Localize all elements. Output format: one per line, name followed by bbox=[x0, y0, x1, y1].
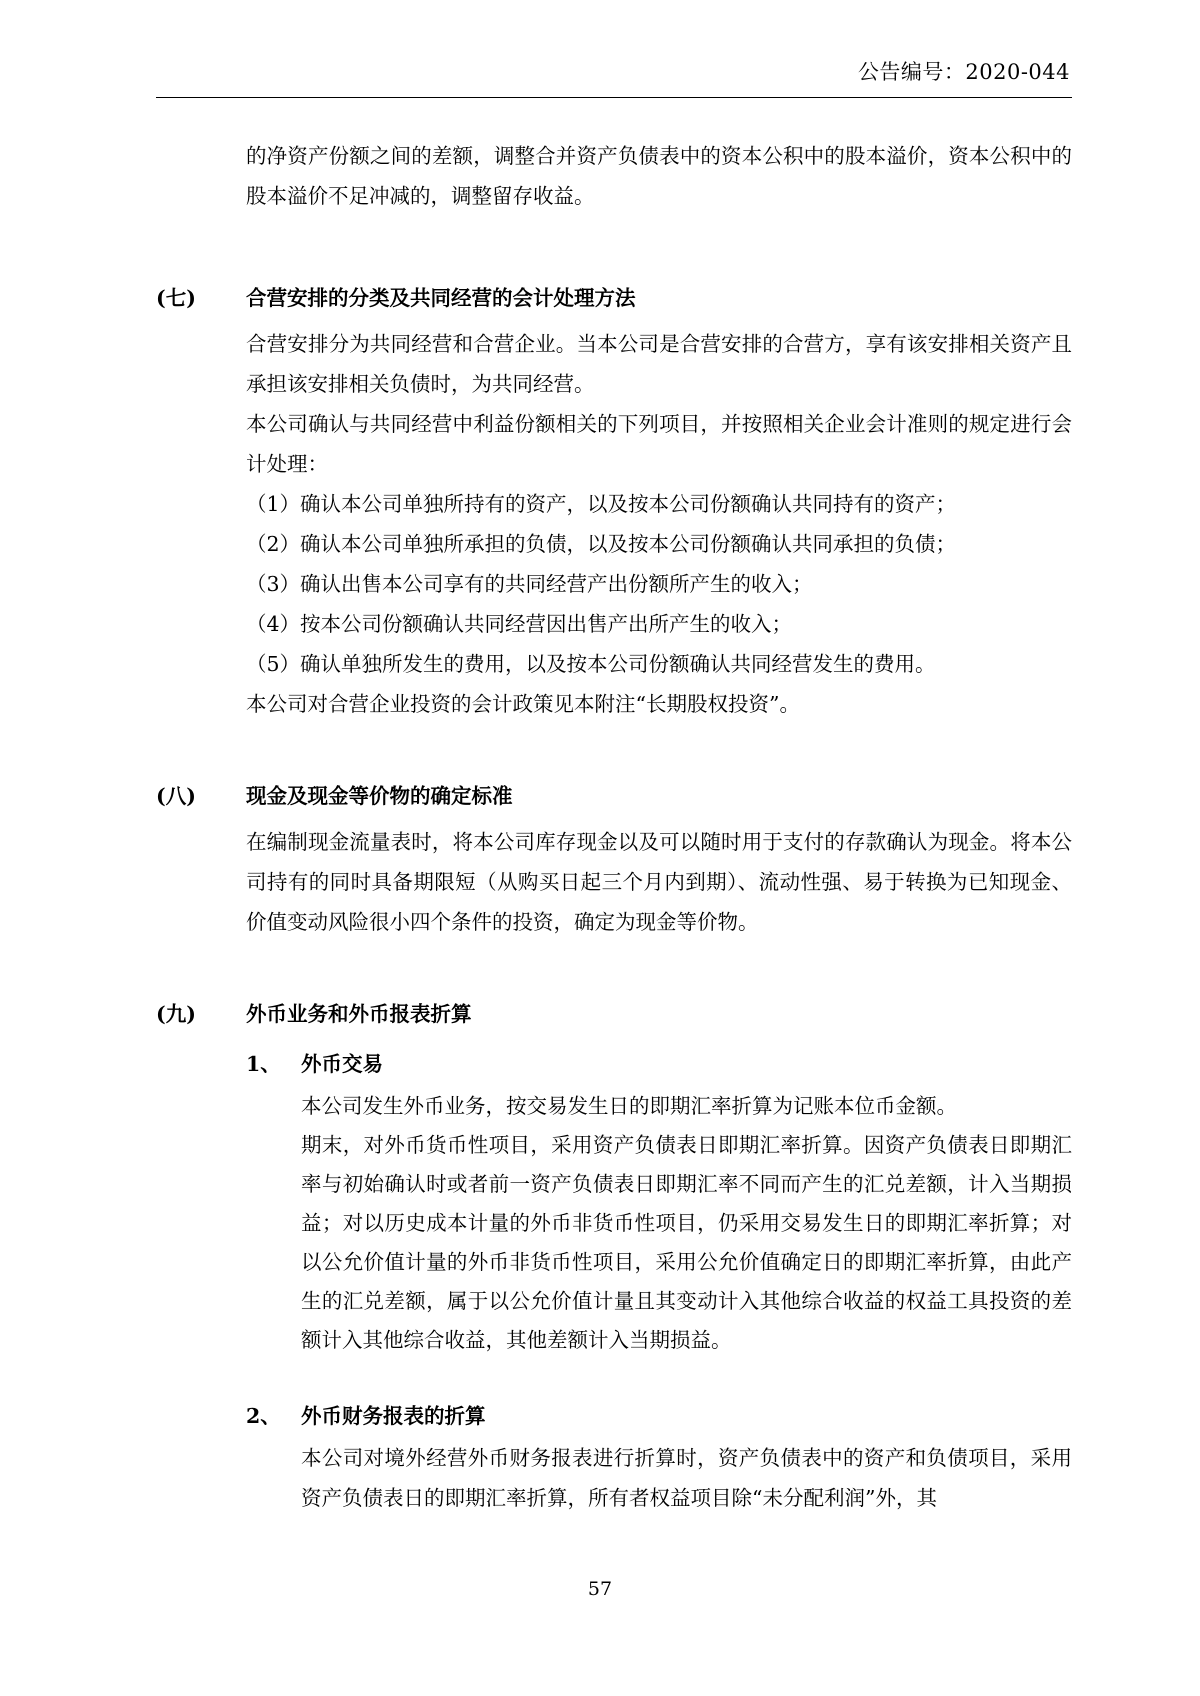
subsection-heading-2 bbox=[246, 1396, 1072, 1436]
list-item: （1）确认本公司单独所持有的资产，以及按本公司份额确认共同持有的资产； bbox=[246, 492, 957, 516]
subsection-title: 外币交易 bbox=[301, 1052, 383, 1076]
section-title: 现金及现金等价物的确定标准 bbox=[246, 784, 513, 808]
list-item: （3）确认出售本公司享有的共同经营产出份额所产生的收入； bbox=[246, 572, 813, 596]
subsection-number: 2、 bbox=[246, 1404, 281, 1428]
paragraph: 本公司对境外经营外币财务报表进行折算时，资产负债表中的资产和负债项目，采用资产负债表日的即期汇率折算，所有者权益项目除“未分配利润”外，其 bbox=[301, 1446, 1072, 1510]
document-body bbox=[156, 136, 1072, 1518]
continued-paragraph: 的净资产份额之间的差额，调整合并资产负债表中的资本公积中的股本溢价，资本公积中的股本溢价不足冲减的，调整留存收益。 bbox=[246, 144, 1072, 208]
paragraph: 在编制现金流量表时，将本公司库存现金以及可以随时用于支付的存款确认为现金。将本公司持有的同时具备期限短（从购买日起三个月内到期）、流动性强、易于转换为已知现金、价值变动风险很小四个条件的投资，确定为现金等价物。 bbox=[246, 830, 1072, 934]
section-heading-7 bbox=[156, 278, 1072, 318]
page-header bbox=[155, 56, 1070, 86]
section-number: (八) bbox=[156, 784, 196, 808]
page-number: 57 bbox=[587, 1578, 613, 1600]
header-divider bbox=[156, 97, 1072, 98]
spacer bbox=[156, 942, 1072, 958]
spacer bbox=[156, 724, 1072, 740]
list-item: （5）确认单独所发生的费用，以及按本公司份额确认共同经营发生的费用。 bbox=[246, 652, 936, 676]
list-item: （2）确认本公司单独所承担的负债，以及按本公司份额确认共同承担的负债； bbox=[246, 532, 957, 556]
notice-number: 公告编号：2020-044 bbox=[857, 60, 1070, 84]
spacer bbox=[156, 216, 1072, 242]
list-item: （4）按本公司份额确认共同经营因出售产出所产生的收入； bbox=[246, 612, 793, 636]
section-title: 合营安排的分类及共同经营的会计处理方法 bbox=[246, 286, 636, 310]
section-title: 外币业务和外币报表折算 bbox=[246, 1002, 472, 1026]
subsection-number: 1、 bbox=[246, 1052, 281, 1076]
section-heading-8 bbox=[156, 776, 1072, 816]
paragraph: 合营安排分为共同经营和合营企业。当本公司是合营安排的合营方，享有该安排相关资产且承担该安排相关负债时，为共同经营。 bbox=[246, 332, 1072, 396]
section-number: (九) bbox=[156, 1002, 196, 1026]
subsection-heading-1 bbox=[246, 1044, 1072, 1084]
paragraph: 本公司对合营企业投资的会计政策见本附注“长期股权投资”。 bbox=[246, 692, 800, 716]
paragraph: 本公司发生外币业务，按交易发生日的即期汇率折算为记账本位币金额。 bbox=[301, 1094, 957, 1118]
section-number: (七) bbox=[156, 286, 196, 310]
paragraph: 本公司确认与共同经营中利益份额相关的下列项目，并按照相关企业会计准则的规定进行会计处理： bbox=[246, 412, 1072, 476]
paragraph: 期末，对外币货币性项目，采用资产负债表日即期汇率折算。因资产负债表日即期汇率与初始确认时或者前一资产负债表日即期汇率不同而产生的汇兑差额，计入当期损益；对以历史成本计量的外币非货币性项目，仍采用交易发生日的即期汇率折算；对以公允价值计量的外币非货币性项目，采用公允价值确定日的即期汇率折算，由此产生的汇兑差额，属于以公允价值计量且其变动计入其他综合收益的权益工具投资的差额计入其他综合收益，其他差额计入当期损益。 bbox=[301, 1133, 1072, 1352]
section-heading-9 bbox=[156, 994, 1072, 1034]
subsection-title: 外币财务报表的折算 bbox=[301, 1404, 486, 1428]
spacer bbox=[156, 1360, 1072, 1386]
